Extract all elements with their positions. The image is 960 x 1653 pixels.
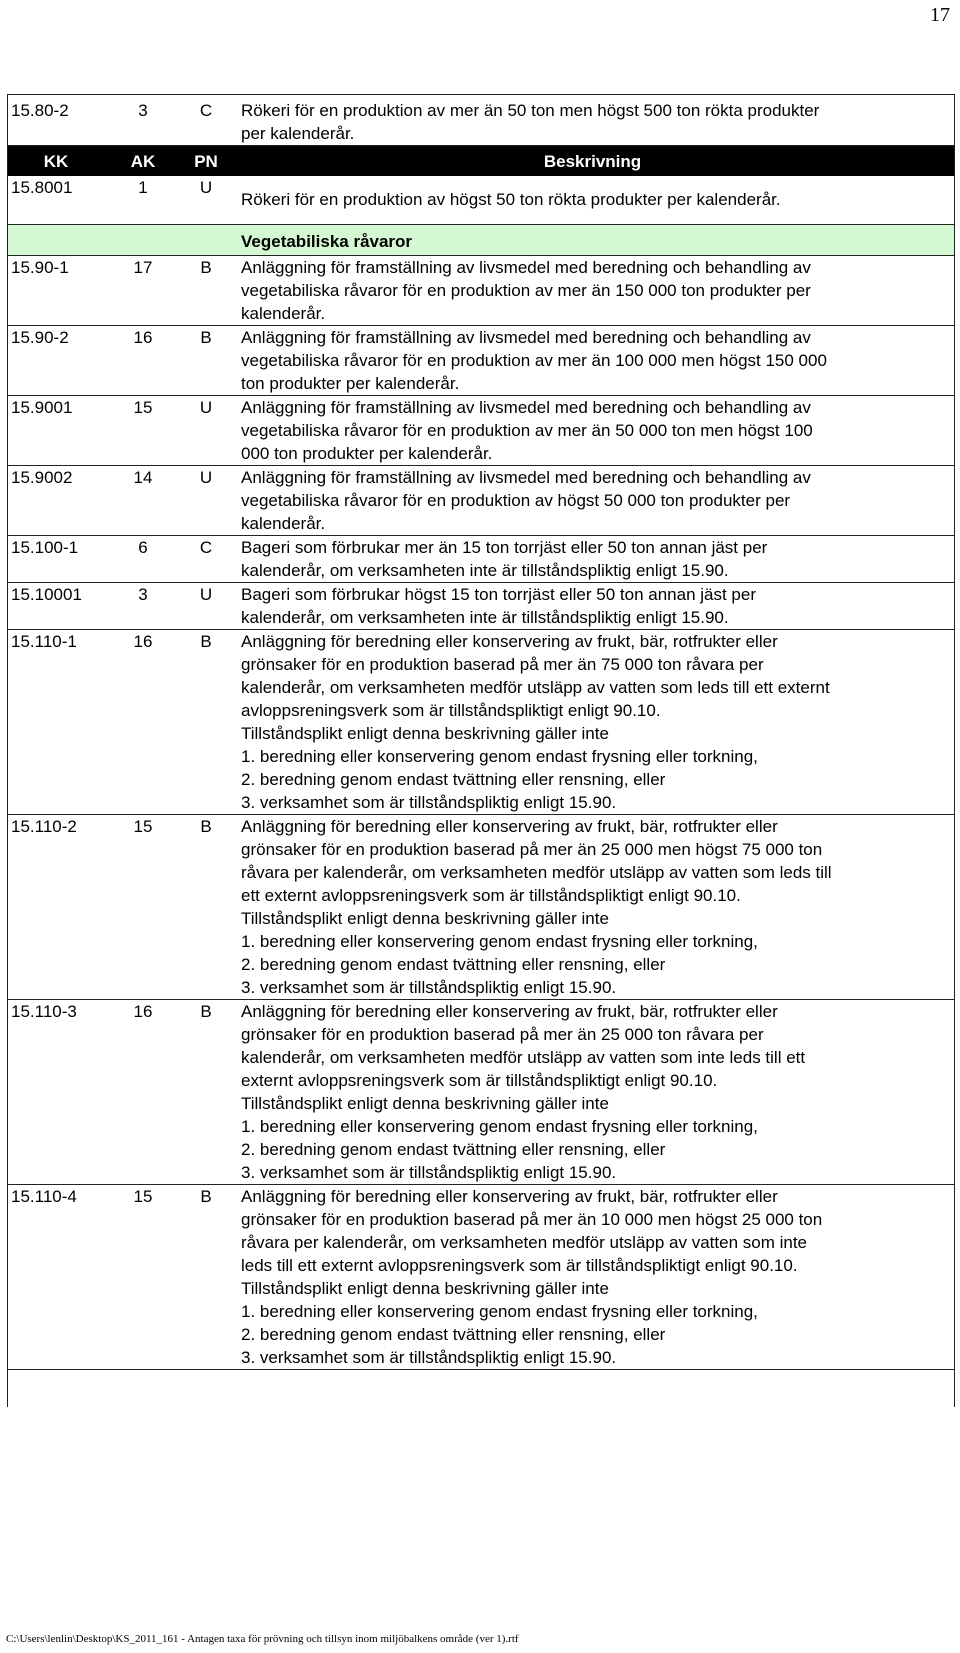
row-ak: 1: [138, 178, 148, 197]
table-header: [7, 146, 954, 256]
description-line: grönsaker för en produktion baserad på mer än 10 000 men högst 25 000 ton: [241, 1210, 823, 1229]
header-description: Beskrivning: [229, 146, 954, 177]
row-pn: U: [199, 585, 213, 604]
description-line: kalenderår, om verksamheten inte är tillståndspliktig enligt 15.90.: [241, 608, 729, 627]
row-pn: B: [200, 1187, 212, 1206]
description-line: kalenderår, om verksamheten medför utsläpp av vatten som inte leds till ett: [241, 1048, 806, 1067]
header-row: [7, 146, 954, 177]
footer-file-path: C:\Users\lenlin\Desktop\KS_2011_161 - Antagen taxa för prövning och tillsyn inom miljöbalkens område (ver 1).rtf: [6, 1633, 519, 1645]
description-line: vegetabiliska råvaror för en produktion av mer än 150 000 ton produkter per: [241, 281, 811, 300]
table-body: [7, 256, 954, 1370]
description-line: Anläggning för framställning av livsmedel med beredning och behandling av: [241, 328, 811, 347]
description-line: 2. beredning genom endast tvättning eller rensning, eller: [241, 1325, 666, 1344]
description-line: ett externt avloppsreningsverk som är tillståndspliktigt enligt 90.10.: [241, 886, 741, 905]
header-ak: AK: [103, 146, 181, 177]
description-line: 2. beredning genom endast tvättning eller rensning, eller: [241, 770, 666, 789]
row-ak: 16: [133, 632, 153, 651]
row-description: [229, 176, 954, 225]
description-line: grönsaker för en produktion baserad på mer än 75 000 ton råvara per: [241, 655, 764, 674]
row-description: [229, 466, 954, 536]
description-line: råvara per kalenderår, om verksamheten medför utsläpp av vatten som leds till: [241, 863, 832, 882]
section-title: Vegetabiliska råvaror: [229, 225, 954, 256]
row-kk: 15.10001: [11, 585, 82, 604]
header-pn: PN: [181, 146, 229, 177]
description-line: råvara per kalenderår, om verksamheten medför utsläpp av vatten som inte: [241, 1233, 808, 1252]
row-ak: 3: [138, 585, 148, 604]
table-row: [7, 630, 954, 815]
row-kk: 15.90-1: [11, 258, 69, 277]
row-kk: 15.110-1: [11, 632, 77, 651]
description-line: leds till ett externt avloppsreningsverk som är tillståndspliktigt enligt 90.10.: [241, 1256, 798, 1275]
section-ak-cell: [103, 225, 181, 256]
description-line: Anläggning för beredning eller konservering av frukt, bär, rotfrukter eller: [241, 817, 778, 836]
description-line: Bageri som förbrukar högst 15 ton torrjäst eller 50 ton annan jäst per: [241, 585, 757, 604]
row-ak: 14: [133, 468, 153, 487]
row-kk: 15.100-1: [11, 538, 79, 557]
description-line: ton produkter per kalenderår.: [241, 374, 460, 393]
description-line: kalenderår, om verksamheten medför utsläpp av vatten som leds till ett externt: [241, 678, 830, 697]
row-ak: 6: [138, 538, 148, 557]
row-description: [229, 99, 954, 146]
row-description: [229, 1185, 954, 1370]
description-line: Anläggning för framställning av livsmedel med beredning och behandling av: [241, 398, 811, 417]
row-description: [229, 536, 954, 583]
description-line: vegetabiliska råvaror för en produktion av mer än 100 000 men högst 150 000: [241, 351, 827, 370]
row-description: [229, 583, 954, 630]
section-row: [7, 225, 954, 256]
description-line: Tillståndsplikt enligt denna beskrivning gäller inte: [241, 909, 609, 928]
description-line: 1. beredning eller konservering genom endast frysning eller torkning,: [241, 747, 758, 766]
page-number: 17: [930, 4, 950, 26]
description-line: Tillståndsplikt enligt denna beskrivning gäller inte: [241, 724, 609, 743]
row-description: [229, 630, 954, 815]
row-description: [229, 396, 954, 466]
table-row: [7, 1000, 954, 1185]
description-line: Rökeri för en produktion av mer än 50 ton men högst 500 ton rökta produkter: [241, 101, 820, 120]
row-kk: 15.9002: [11, 468, 73, 487]
row-description: [229, 326, 954, 396]
description-line: grönsaker för en produktion baserad på mer än 25 000 men högst 75 000 ton: [241, 840, 823, 859]
row-pn: B: [200, 258, 212, 277]
row-kk: 15.90-2: [11, 328, 69, 347]
description-line: Rökeri för en produktion av högst 50 ton rökta produkter per kalenderår.: [241, 190, 781, 209]
row-ak: 16: [133, 1002, 153, 1021]
table-row: [7, 99, 954, 146]
description-line: 3. verksamhet som är tillståndspliktig enligt 15.90.: [241, 1348, 617, 1367]
description-line: Tillståndsplikt enligt denna beskrivning gäller inte: [241, 1094, 609, 1113]
table-row: [7, 256, 954, 326]
row-pn: B: [200, 1002, 212, 1021]
table-body-before-header: [7, 99, 954, 146]
description-line: vegetabiliska råvaror för en produktion av mer än 50 000 ton men högst 100: [241, 421, 813, 440]
description-line: kalenderår.: [241, 514, 326, 533]
description-line: Anläggning för framställning av livsmedel med beredning och behandling av: [241, 258, 811, 277]
table-row: [7, 583, 954, 630]
row-pn: U: [199, 178, 213, 197]
row-kk: 15.110-3: [11, 1002, 77, 1021]
description-line: externt avloppsreningsverk som är tillståndspliktigt enligt 90.10.: [241, 1071, 718, 1090]
description-line: 3. verksamhet som är tillståndspliktig enligt 15.90.: [241, 793, 617, 812]
description-line: avloppsreningsverk som är tillståndspliktigt enligt 90.10.: [241, 701, 661, 720]
row-description: [229, 256, 954, 326]
description-line: Anläggning för framställning av livsmedel med beredning och behandling av: [241, 468, 811, 487]
row-pn: C: [199, 538, 213, 557]
description-line: kalenderår.: [241, 304, 326, 323]
description-line: 000 ton produkter per kalenderår.: [241, 444, 493, 463]
description-line: 1. beredning eller konservering genom endast frysning eller torkning,: [241, 1302, 758, 1321]
description-line: Anläggning för beredning eller konservering av frukt, bär, rotfrukter eller: [241, 632, 778, 651]
description-line: Anläggning för beredning eller konservering av frukt, bär, rotfrukter eller: [241, 1002, 778, 1021]
description-line: 3. verksamhet som är tillståndspliktig enligt 15.90.: [241, 978, 617, 997]
description-line: Bageri som förbrukar mer än 15 ton torrjäst eller 50 ton annan jäst per: [241, 538, 768, 557]
description-line: 3. verksamhet som är tillståndspliktig enligt 15.90.: [241, 1163, 617, 1182]
table-row: [7, 176, 954, 225]
table-row: [7, 326, 954, 396]
row-pn: B: [200, 328, 212, 347]
row-pn: B: [200, 817, 212, 836]
row-kk: 15.80-2: [11, 101, 69, 120]
row-ak: 16: [133, 328, 153, 347]
description-line: vegetabiliska råvaror för en produktion av högst 50 000 ton produkter per: [241, 491, 791, 510]
row-ak: 3: [138, 101, 148, 120]
row-description: [229, 815, 954, 1000]
row-ak: 17: [133, 258, 153, 277]
table-row: [7, 536, 954, 583]
row-pn: U: [199, 398, 213, 417]
section-kk-cell: [7, 225, 103, 256]
row-kk: 15.110-2: [11, 817, 77, 836]
description-line: grönsaker för en produktion baserad på mer än 25 000 ton råvara per: [241, 1025, 764, 1044]
description-line: 2. beredning genom endast tvättning eller rensning, eller: [241, 1140, 666, 1159]
description-line: kalenderår, om verksamheten inte är tillståndspliktig enligt 15.90.: [241, 561, 729, 580]
row-description: [229, 1000, 954, 1185]
description-line: Anläggning för beredning eller konservering av frukt, bär, rotfrukter eller: [241, 1187, 778, 1206]
table-row: [7, 466, 954, 536]
description-line: per kalenderår.: [241, 124, 355, 143]
table-row: [7, 815, 954, 1000]
description-line: 1. beredning eller konservering genom endast frysning eller torkning,: [241, 932, 758, 951]
row-ak: 15: [133, 817, 153, 836]
row-kk: 15.8001: [11, 178, 73, 197]
row-kk: 15.9001: [11, 398, 73, 417]
header-kk: KK: [7, 146, 103, 177]
table-row: [7, 1185, 954, 1370]
row-ak: 15: [133, 398, 153, 417]
row-pn: U: [199, 468, 213, 487]
fee-table: [7, 99, 954, 1370]
row-pn: C: [199, 101, 213, 120]
description-line: 2. beredning genom endast tvättning eller rensning, eller: [241, 955, 666, 974]
section-pn-cell: [181, 225, 229, 256]
row-ak: 15: [133, 1187, 153, 1206]
table-row: [7, 396, 954, 466]
description-line: Tillståndsplikt enligt denna beskrivning gäller inte: [241, 1279, 609, 1298]
row-kk: 15.110-4: [11, 1187, 77, 1206]
description-line: 1. beredning eller konservering genom endast frysning eller torkning,: [241, 1117, 758, 1136]
row-pn: B: [200, 632, 212, 651]
